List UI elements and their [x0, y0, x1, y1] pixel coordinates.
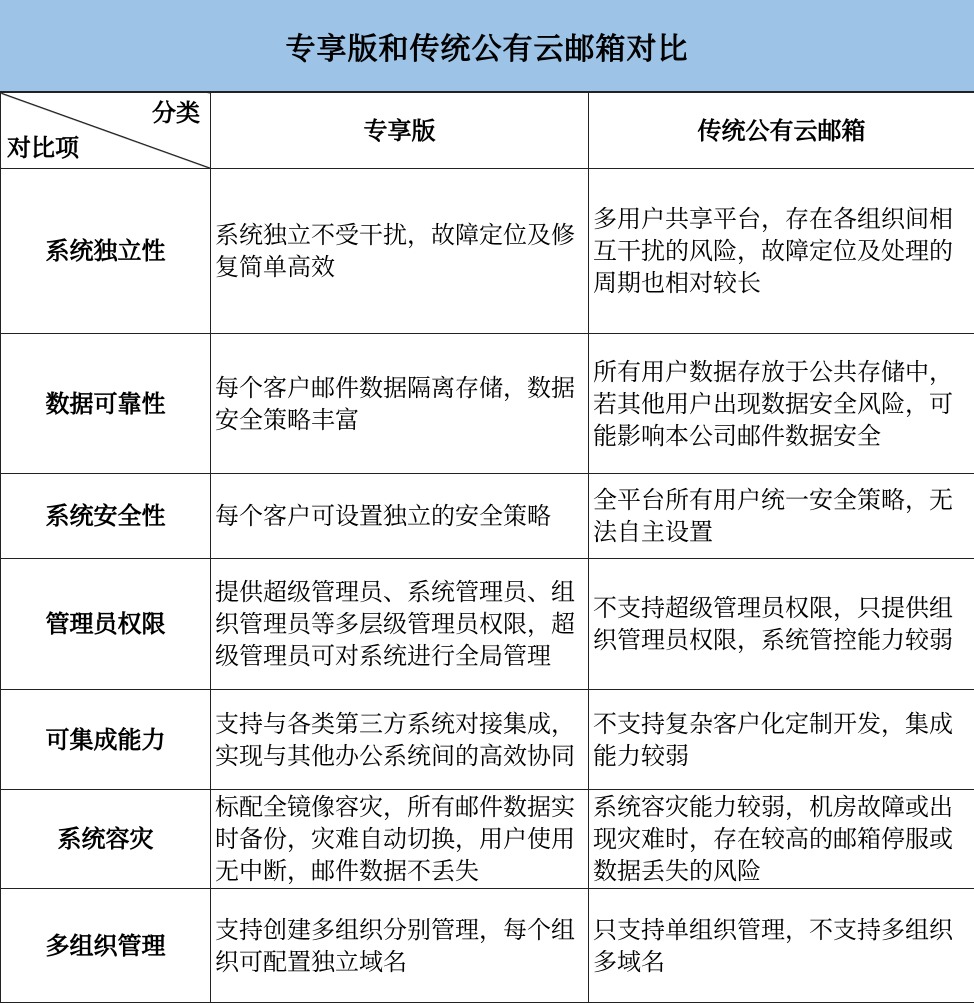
row-label: 系统容灾: [1, 790, 211, 889]
comparison-item-label: 对比项: [7, 133, 79, 162]
table-row: [1, 889, 974, 1003]
table-title: 专享版和传统公有云邮箱对比: [0, 0, 974, 92]
public-cloud-cell: 全平台所有用户统一安全策略，无法自主设置: [589, 474, 974, 559]
dedicated-cell: 每个客户邮件数据隔离存储，数据安全策略丰富: [211, 334, 589, 474]
row-label: 管理员权限: [1, 559, 211, 690]
category-label: 分类: [152, 98, 200, 127]
dedicated-cell: 标配全镜像容灾，所有邮件数据实时备份，灾难自动切换，用户使用无中断，邮件数据不丢失: [211, 790, 589, 889]
table-row: [1, 474, 974, 559]
dedicated-cell: 每个客户可设置独立的安全策略: [211, 474, 589, 559]
column-header-public-cloud: 传统公有云邮箱: [589, 93, 974, 169]
row-label: 数据可靠性: [1, 334, 211, 474]
public-cloud-cell: 多用户共享平台，存在各组织间相互干扰的风险，故障定位及处理的周期也相对较长: [589, 169, 974, 334]
public-cloud-cell: 系统容灾能力较弱，机房故障或出现灾难时，存在较高的邮箱停服或数据丢失的风险: [589, 790, 974, 889]
table-row: [1, 559, 974, 690]
diagonal-header-cell: [1, 93, 211, 169]
table-row: [1, 334, 974, 474]
header-row: [1, 93, 974, 169]
row-label: 可集成能力: [1, 690, 211, 790]
public-cloud-cell: 只支持单组织管理，不支持多组织多域名: [589, 889, 974, 1003]
table-row: [1, 169, 974, 334]
table-row: [1, 790, 974, 889]
table-row: [1, 690, 974, 790]
row-label: 系统安全性: [1, 474, 211, 559]
public-cloud-cell: 不支持超级管理员权限，只提供组织管理员权限，系统管控能力较弱: [589, 559, 974, 690]
dedicated-cell: 支持与各类第三方系统对接集成，实现与其他办公系统间的高效协同: [211, 690, 589, 790]
row-label: 多组织管理: [1, 889, 211, 1003]
dedicated-cell: 系统独立不受干扰，故障定位及修复简单高效: [211, 169, 589, 334]
public-cloud-cell: 不支持复杂客户化定制开发，集成能力较弱: [589, 690, 974, 790]
public-cloud-cell: 所有用户数据存放于公共存储中，若其他用户出现数据安全风险，可能影响本公司邮件数据安全: [589, 334, 974, 474]
dedicated-cell: 提供超级管理员、系统管理员、组织管理员等多层级管理员权限，超级管理员可对系统进行全局管理: [211, 559, 589, 690]
row-label: 系统独立性: [1, 169, 211, 334]
comparison-table: [0, 92, 974, 1003]
column-header-dedicated: 专享版: [211, 93, 589, 169]
dedicated-cell: 支持创建多组织分别管理，每个组织可配置独立域名: [211, 889, 589, 1003]
